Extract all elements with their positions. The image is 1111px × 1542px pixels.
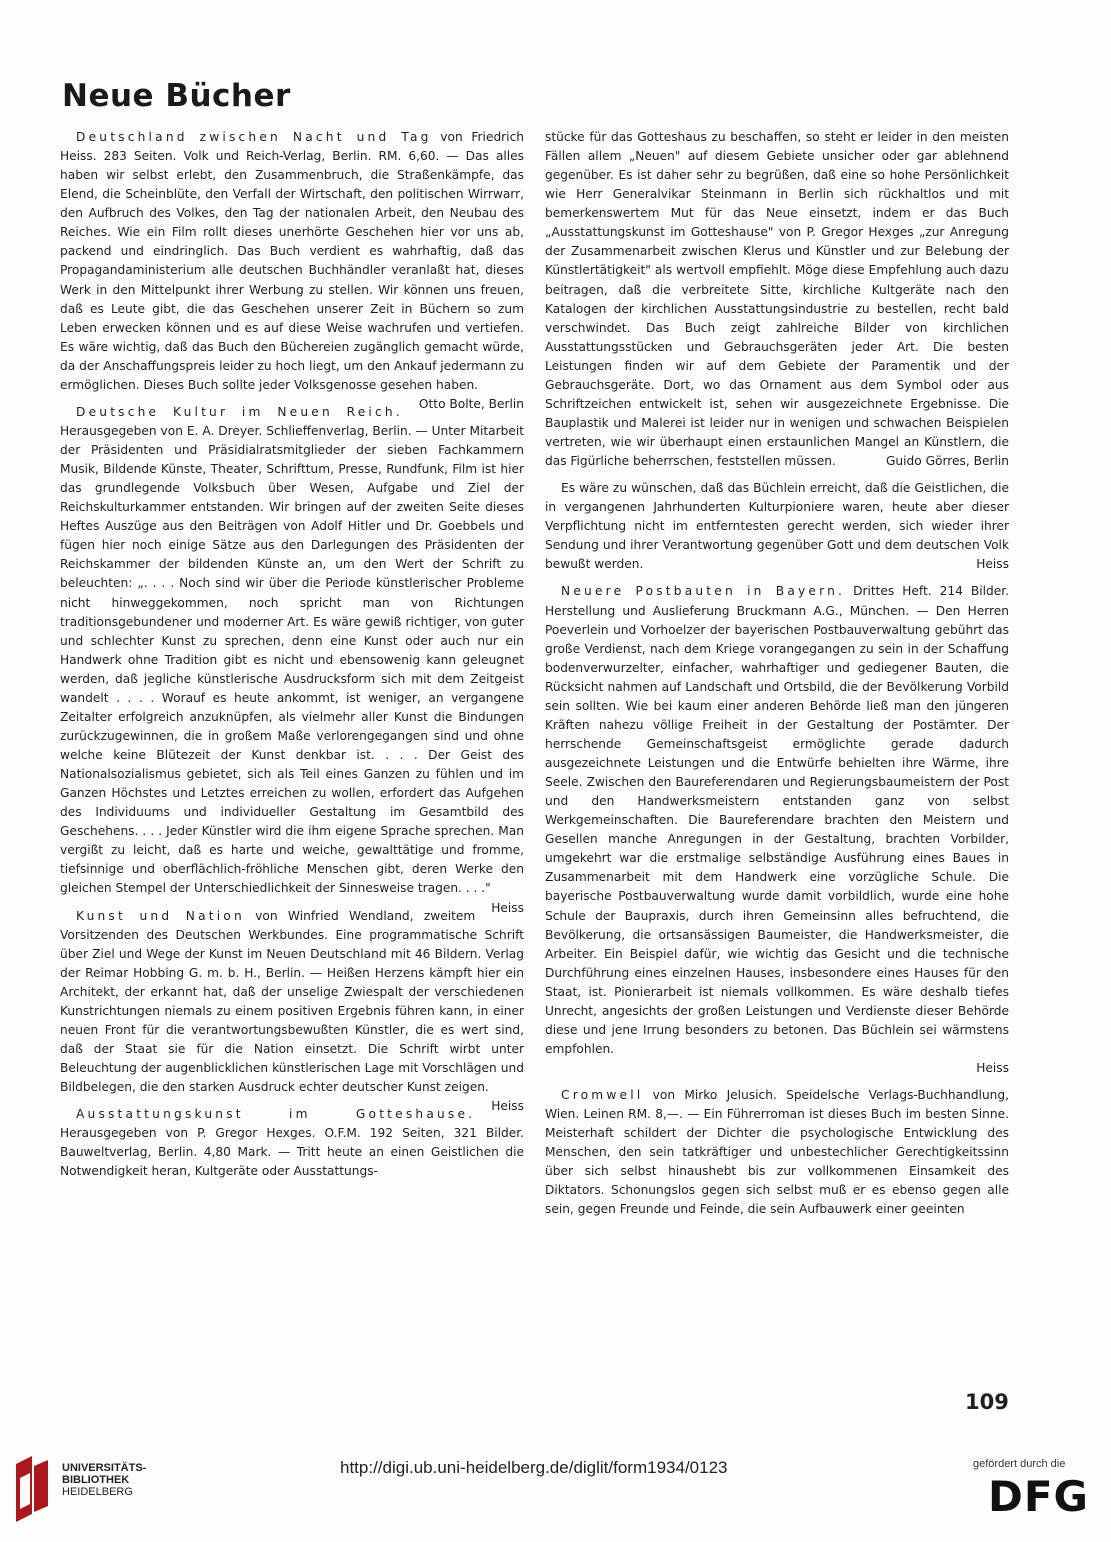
review-paragraph [60,403,524,915]
review-paragraph [60,128,524,411]
review-entry [60,1105,524,1181]
review-paragraph [545,479,1009,574]
book-title: Cromwell [561,1088,644,1103]
book-title: Ausstattungskunst im Gotteshause. [76,1107,476,1122]
review-text: Es wäre zu wünschen, daß das Büchlein erreicht, daß die Geistlichen, die in vergangenen Jahrhunderten Kulturpioniere waren, heute aber dieser Verpflichtung nicht im entferntesten gerecht werden, sich wieder ihrer Sendung und ihrer Verantwortung gegenüber Gott und dem deutschen Volk bewußt werden. [545,481,1009,572]
page-number: 109 [965,1390,1009,1414]
book-title: Deutsche Kultur im Neuen Reich. [76,404,403,419]
review-text: Herausgegeben von E. A. Dreyer. Schlieffenverlag, Berlin. — Unter Mitarbeit der Präsidenten und Präsidialratsmitglieder der sieben Fachkammern Musik, Bildende Künste, Theater, Schrifttum, Presse, Rundfunk, Film ist hier das grundlegende Volksbuch über Wesen, Aufgabe und Ziel der Reichskulturkammer entstanden. Wir bringen auf der zweiten Seite dieses Heftes Auszüge aus den Beiträgen von Adolf Hitler und Dr. Goebbels und fügen hier noch einige Sätze aus den Darlegungen des Präsidenten der Reichskammer der bildenden Künste an, um den Wert der Schrift zu beleuchten: „. . . . Noch sind wir über die Periode künstlerischer Probleme nicht hinweggekommen, noch spricht man von Richtungen traditionsgebundener und moderner Art. Es wäre gewiß richtiger, von guter und schlechter Kunst zu sprechen, denn eine Kunst oder auch nur ein Handwerk ohne Tradition gibt es nicht und ebensowenig kann geleugnet werden, daß jegliche künstlerische Ausdrucksform sich mit dem Zeitgeist wandelt . . . . Worauf es heute ankommt, ist weniger, an vergangene Zeitalter erfolgreich anzuknüpfen, als vielmehr aller Kunst die Bindungen zurückzugewinnen, die in großem Maße verlorengegangen sind und ohne welche keine Blütezeit der Kunst denkbar ist. . . . Der Geist des Nationalsozialismus gebietet, sich als Teil eines Ganzen zu fühlen und im Ganzen Höchstes und Letztes erreichen zu wollen, erfordert das Aufgehen des Individuums und individueller Gestaltung im Gesamtbild des Geschehens. . . . Jeder Künstler wird die ihm eigene Sprache sprechen. Man vergißt zu leicht, daß es harte und weiche, gewalttätige und fromme, tiefsinnige und oberflächlich-fröhliche Menschen gibt, deren Werke den gleichen Stempel der Unterschiedlichkeit der Sinnesweise tragen. . . ." [60,423,524,896]
funding-label: gefördert durch die [973,1458,1066,1470]
book-title: Deutschland zwischen Nacht und Tag [76,130,432,144]
review-signature: Otto Bolte, Berlin [418,396,524,411]
review-paragraph [545,128,1009,471]
permalink-url[interactable]: http://digi.ub.uni-heidelberg.de/diglit/form1934/0123 [340,1458,728,1477]
review-paragraph [545,1086,1009,1219]
review-entry [545,1086,1009,1219]
page-heading: Neue Bücher [62,78,291,114]
review-text: von Friedrich Heiss. 283 Seiten. Volk und Reich-Verlag, Berlin. RM. 6,60. — Das alles haben wir selbst erlebt, den Zusammenbruch, die Straßenkämpfe, das Elend, die Scheinblüte, den Verfall der Wirtschaft, den politischen Wirrwarr, den Aufbruch des Volkes, den Tag der nationalen Arbeit, den Neubau des Reiches. Wie ein Film rollt dieses unerhörte Geschehen hier vor uns ab, packend und eindringlich. Das Buch verdient es wahrhaftig, daß das Propagandaministerium alle deutschen Buchhändler veranlaßt hat, dieses Werk in den Mittelpunkt ihrer Werbung zu stellen. Wir können uns freuen, daß es Leute gibt, die das Geschehen unserer Zeit in Büchern so zum Leben erwecken können und es auf diese Weise wachrufen und vertiefen. Es wäre wichtig, daß das Buch den Büchereien zugänglich gemacht würde, da der Anschaffungspreis leider zu hoch liegt, um den Ankauf jedermann zu ermöglichen. Dieses Buch sollte jeder Volksgenosse gesehen haben. [60,130,524,392]
library-name-line: BIBLIOTHEK [62,1474,130,1486]
review-entry [60,128,524,411]
review-signature: Heiss [491,1099,524,1114]
review-paragraph [545,582,1009,1078]
review-paragraph [60,1105,524,1181]
library-name [62,1462,146,1498]
book-title: Kunst und Nation [76,908,245,923]
review-text: von Mirko Jelusich. Speidelsche Verlags-Buchhandlung, Wien. Leinen RM. 8,—. — Ein Führerroman ist dieses Buch im besten Sinne. Meisterhaft schildert der Dichter die psychologische Entwicklung des Menschen, den sein tatkräftiger und unbestechlicher Gerechtigkeitssinn über sich selbst hinaushebt bis zur vollkommenen Einsamkeit des Diktators. Schonungslos gegen sich selbst muß er es ebenso gegen alle sein, gegen Freunde und Feinde, die sein Aufbauwerk einer geeinten [545,1088,1009,1217]
review-signature: Heiss [976,1061,1009,1075]
review-entry [545,479,1009,574]
review-entry [545,582,1009,1078]
review-signature: Heiss [491,900,524,915]
review-text: stücke für das Gotteshaus zu beschaffen, so steht er leider in den meisten Fällen allem „Neuen" auf diesem Gebiete unsicher oder gar ablehnend gegenüber. Es ist daher sehr zu begrüßen, daß eine so hohe Persönlichkeit wie Herr Generalvikar Steinmann in Berlin sich rückhaltlos und mit bemerkenswertem Mut für das Neue einsetzt, indem er das Buch „Ausstattungskunst im Gotteshause" von P. Gregor Hexges „zur Anregung der Zusammenarbeit zwischen Klerus und Künstler und zur Belebung der Künstlertätigkeit" als wertvoll empfiehlt. Möge diese Empfehlung auch dazu beitragen, daß die verbreitete Sitte, kirchliche Kultgeräte nach den Katalogen der kirchlichen Ausstattungsindustrie zu bestellen, recht bald verschwindet. Das Buch zeigt zahlreiche Bilder von kirchlichen Ausstattungsstücken und Gebrauchsgeräten jeder Art. Die besten Leistungen finden wir auf dem Gebiete der Paramentik und der Gebrauchsgeräte. Dort, wo das Ornament aus dem Symbol oder aus Schriftzeichen entwickelt ist, sehen wir ausgezeichnete Ergebnisse. Die Bauplastik und Malerei ist leider nur in wenigen und schwachen Beispielen vertreten, wie wir überhaupt einen erstaunlichen Mangel an Künstlern, die das Figürliche beherrschen, feststellen müssen. [545,130,1009,469]
review-text: von Winfried Wendland, zweitem Vorsitzenden des Deutschen Werkbundes. Eine programmatische Schrift über Ziel und Wege der Kunst im Neuen Deutschland mit 46 Bildern. Verlag der Reimar Hobbing G. m. b. H., Berlin. — Heißen Herzens kämpft hier ein Architekt, der erkannt hat, daß der unselige Zwiespalt der verschiedenen Kunstrichtungen niemals zu einem positiven Ergebnis führen kann, in einer neuen Front für die verantwortungsbewußten Künstler, die es wert sind, daß der Staat sie für die Nation einsetzt. Die Schrift wirbt unter Beleuchtung der augenblicklichen künstlerischen Lage mit Vorschlägen und Bildbelegen, die den starken Ausdruck echter deutscher Kunst zeigen. [60,908,524,1095]
review-entry [545,128,1009,471]
review-paragraph [60,907,524,1114]
university-library-logo-icon [12,1456,52,1522]
review-signature: Guido Görres, Berlin [885,454,1009,469]
book-title: Neuere Postbauten in Bayern. [561,584,846,599]
review-entry [60,907,524,1114]
review-text: Herausgegeben von P. Gregor Hexges. O.F.M. 192 Seiten, 321 Bilder. Bauweltverlag, Berlin. 4,80 Mark. — Tritt heute an einen Geistlichen die Notwendigkeit heran, Kultgeräte oder Ausstattungs- [60,1126,524,1179]
library-name-line: UNIVERSITÄTS- [62,1462,147,1474]
library-name-line: HEIDELBERG [62,1486,133,1498]
review-signature: Heiss [976,557,1009,572]
review-entry [60,403,524,915]
right-column [545,128,1009,1228]
review-text: Drittes Heft. 214 Bilder. Herstellung und Auslieferung Bruckmann A.G., München. — Den Herren Poeverlein und Vorhoelzer der bayerischen Postbauverwaltung gebührt das große Verdienst, nach dem Kriege vorangegangen zu sein in der Schaffung bodenverwurzelter, einfacher, wahrhaftiger und gediegener Bauten, die Rücksicht nahmen auf Landschaft und Ortsbild, die der Bevölkerung Vorbild sein sollten. Wie bei kaum einer anderen Behörde ließ man den jüngeren Kräften nahezu völlige Freiheit in der Gestaltung der Postämter. Der herrschende Gemeinschaftsgeist ermöglichte gerade dadurch ausgezeichnete Leistungen und die Entwürfe behielten ihre Wärme, ihre Seele. Zwischen den Baureferendaren und Regierungsbaumeistern der Post und den Handwerksmeistern entstanden ganz von selbst Werkgemeinschaften. Die Baureferendare brachten den Meistern und Gesellen manche Anregungen in der Gestaltung, brachten Vorbilder, umgekehrt war die erstmalige selbständige Ausführung eines Baues in Zusammenarbeit mit dem Handwerk eine vorzügliche Schule. Die bayerische Postbauverwaltung wurde damit vorbildlich, wurde eine hohe Schule der Baupraxis, durch ihren Gemeinsinn alles befruchtend, die Bevölkerung, die ortsansässigen Baumeister, die Handwerksmeister, die Arbeiter. Ein Beispiel dafür, wie wichtig das Gesicht und die technische Durchführung eines einzelnen Hauses, insbesondere eines Hauses für den Staat, ist. Pionierarbeit ist niemals vollkommen. Es wäre deshalb tiefes Unrecht, angesichts der großen Leistungen und Verdienste dieser Behörde diese und jene Irrung besonders zu betonen. Das Büchlein sei wärmstens empfohlen. [545,584,1010,1056]
digitization-footer [0,1444,1111,1542]
left-column [60,128,524,1189]
dfg-logo: DFG [988,1472,1090,1521]
